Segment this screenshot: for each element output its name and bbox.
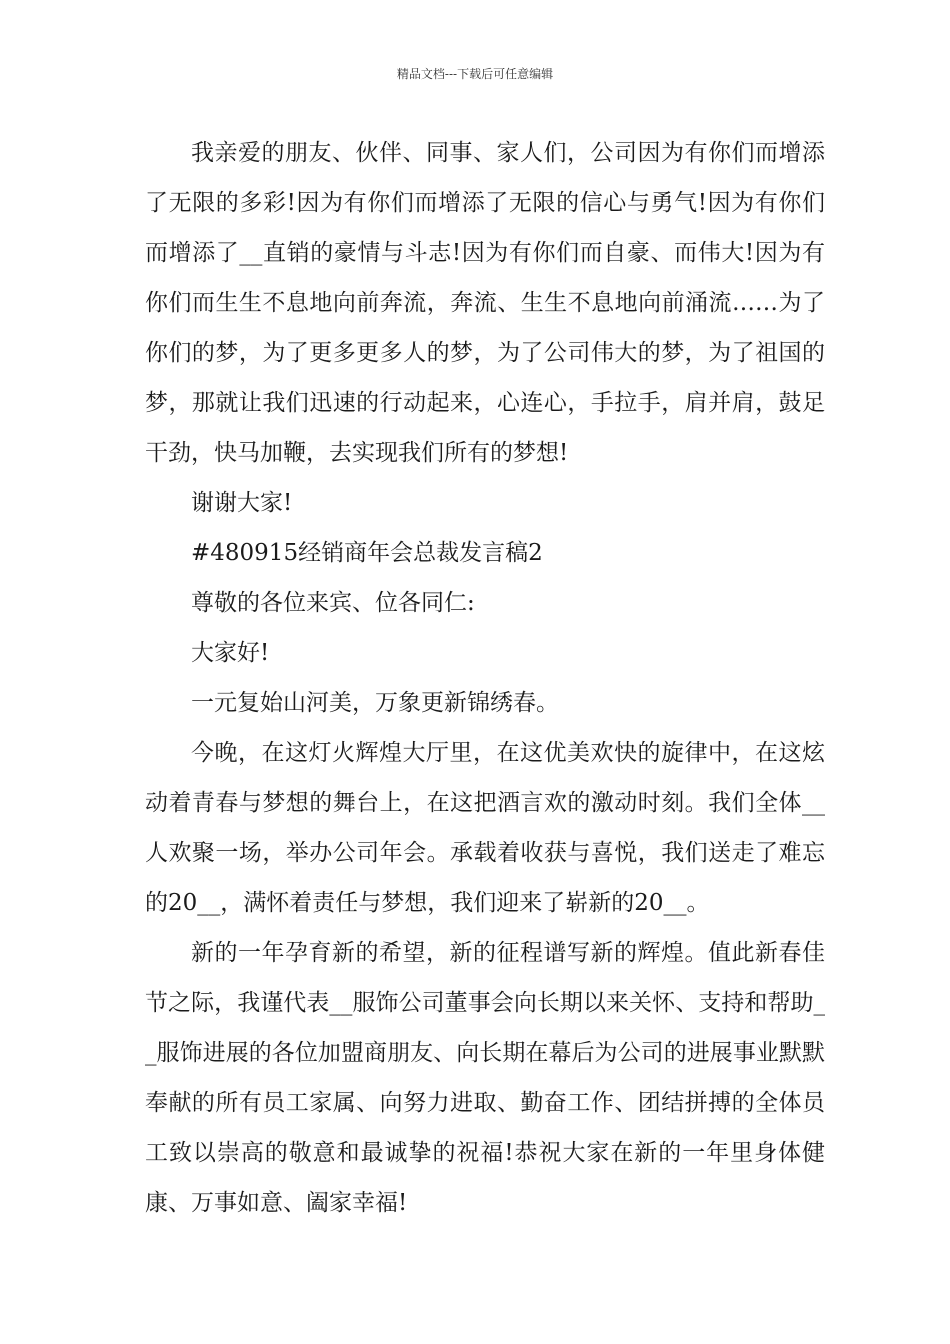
page-header: 精品文档---下载后可任意编辑 <box>396 67 554 81</box>
paragraph-closing-appeal: 我亲爱的朋友、伙伴、同事、家人们，公司因为有你们而增添了无限的多彩!因为有你们而增添了无限的信心与勇气!因为有你们而增添了__直销的豪情与斗志!因为有你们而自豪、而伟大!因为有你们而生生不息地向前奔流，奔流、生生不息地向前涌流……为了你们的梦，为了更多更多人的梦，为了公司伟大的梦，为了祖国的梦，那就让我们迅速的行动起来，心连心，手拉手，肩并肩，鼓足干劲，快马加鞭，去实现我们所有的梦想! <box>145 140 825 466</box>
paragraph-salutation: 尊敬的各位来宾、位各同仁: <box>191 590 475 616</box>
paragraph-new-year: 新的一年孕育新的希望，新的征程谱写新的辉煌。值此新春佳节之际，我谨代表__服饰公司董事会向长期以来关怀、支持和帮助__服饰进展的各位加盟商朋友、向长期在幕后为公司的进展事业默默奉献的所有员工家属、向努力进取、勤奋工作、团结拼搏的全体员工致以崇高的敬意和最诚挚的祝福!恭祝大家在新的一年里身体健康、万事如意、阖家幸福! <box>145 940 825 1216</box>
paragraph-couplet: 一元复始山河美，万象更新锦绣春。 <box>191 690 559 716</box>
paragraph-greeting: 大家好! <box>191 640 270 666</box>
paragraph-thanks: 谢谢大家! <box>191 490 293 516</box>
document-body <box>145 128 825 1228</box>
paragraph-tonight: 今晚，在这灯火辉煌大厅里，在这优美欢快的旋律中，在这炫动着青春与梦想的舞台上，在这把酒言欢的激动时刻。我们全体__人欢聚一场，举办公司年会。承载着收获与喜悦，我们送走了难忘的20__，满怀着责任与梦想，我们迎来了崭新的20__。 <box>145 740 825 916</box>
section-title: #480915经销商年会总裁发言稿2 <box>191 540 543 566</box>
